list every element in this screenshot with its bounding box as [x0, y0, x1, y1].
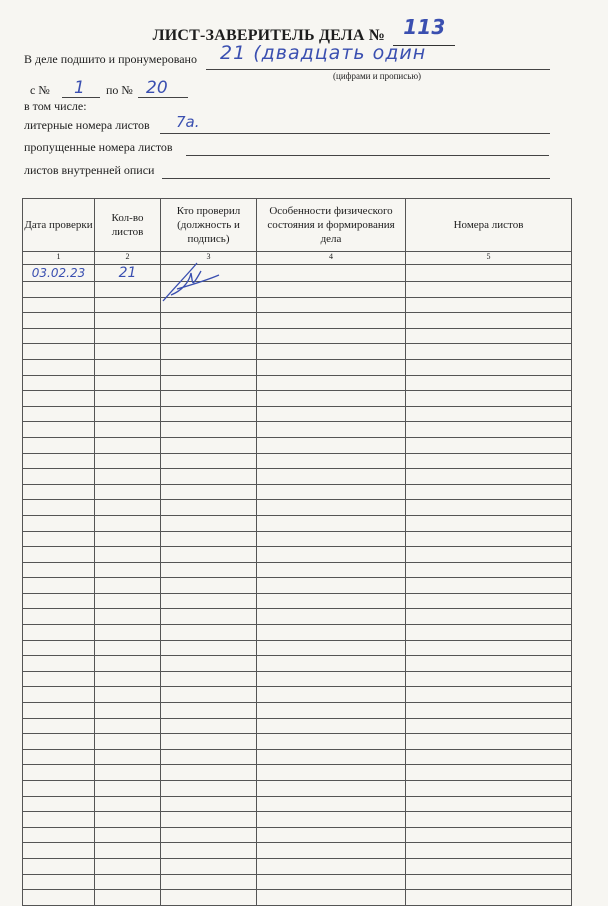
row-checker — [161, 827, 257, 843]
row-date — [23, 547, 95, 563]
row-checker — [161, 328, 257, 344]
row-condition — [257, 858, 406, 874]
row-count — [95, 469, 161, 485]
row-checker — [161, 858, 257, 874]
row-condition — [257, 827, 406, 843]
row-date — [23, 282, 95, 298]
row-checker — [161, 749, 257, 765]
row-count — [95, 562, 161, 578]
row-count — [95, 843, 161, 859]
row-condition — [257, 578, 406, 594]
table-row — [23, 453, 572, 469]
table-row — [23, 827, 572, 843]
row-condition — [257, 484, 406, 500]
row-sheet-numbers — [406, 531, 572, 547]
row-sheet-numbers — [406, 609, 572, 625]
row-count — [95, 297, 161, 313]
header-condition: Особенности физического состояния и формирования дела — [257, 199, 406, 252]
filed-hint: (цифрами и прописью) — [333, 71, 422, 81]
row-checker — [161, 625, 257, 641]
from-label: с № — [30, 83, 50, 97]
row-sheet-numbers — [406, 890, 572, 906]
row-sheet-numbers — [406, 843, 572, 859]
row-sheet-numbers — [406, 858, 572, 874]
row-date — [23, 593, 95, 609]
table-row — [23, 562, 572, 578]
row-count — [95, 765, 161, 781]
row-date — [23, 406, 95, 422]
row-condition — [257, 796, 406, 812]
including-label: в том числе: — [24, 99, 87, 113]
row-condition — [257, 734, 406, 750]
row-sheet-numbers — [406, 718, 572, 734]
row-condition — [257, 718, 406, 734]
row-count — [95, 282, 161, 298]
letter-value: 7а. — [176, 113, 200, 131]
row-condition — [257, 656, 406, 672]
table-row — [23, 344, 572, 360]
row-sheet-numbers — [406, 656, 572, 672]
header-checker: Кто проверил (должность и подпись) — [161, 199, 257, 252]
row-count — [95, 422, 161, 438]
row-checker — [161, 703, 257, 719]
row-sheet-numbers — [406, 562, 572, 578]
table-row — [23, 718, 572, 734]
row-sheet-numbers — [406, 469, 572, 485]
row-date — [23, 469, 95, 485]
row-date — [23, 781, 95, 797]
row-count — [95, 500, 161, 516]
row-sheet-numbers — [406, 313, 572, 329]
row-count — [95, 703, 161, 719]
table-row — [23, 265, 572, 282]
missed-line — [186, 155, 549, 156]
row-checker — [161, 687, 257, 703]
row-date — [23, 827, 95, 843]
row-count — [95, 812, 161, 828]
row-date — [23, 858, 95, 874]
column-number: 4 — [257, 252, 406, 265]
table-row — [23, 812, 572, 828]
row-count — [95, 437, 161, 453]
letter-line — [160, 133, 550, 134]
table-row — [23, 515, 572, 531]
table-row — [23, 375, 572, 391]
row-date — [23, 484, 95, 500]
table-row — [23, 547, 572, 563]
row-count — [95, 609, 161, 625]
row-date — [23, 515, 95, 531]
letter-label: литерные номера листов — [24, 118, 150, 132]
row-count — [95, 359, 161, 375]
missed-label: пропущенные номера листов — [24, 140, 173, 154]
row-date — [23, 734, 95, 750]
row-checker — [161, 359, 257, 375]
row-condition — [257, 874, 406, 890]
row-date — [23, 453, 95, 469]
row-checker — [161, 484, 257, 500]
row-count — [95, 391, 161, 407]
row-condition — [257, 406, 406, 422]
table-row — [23, 282, 572, 298]
row-date — [23, 422, 95, 438]
row-condition — [257, 703, 406, 719]
row-condition — [257, 640, 406, 656]
row-sheet-numbers — [406, 437, 572, 453]
row-date — [23, 562, 95, 578]
row-sheet-numbers — [406, 812, 572, 828]
row-sheet-numbers — [406, 640, 572, 656]
row-condition — [257, 375, 406, 391]
row-sheet-numbers — [406, 593, 572, 609]
table-row — [23, 781, 572, 797]
row-count — [95, 406, 161, 422]
row-checker — [161, 640, 257, 656]
row-checker — [161, 500, 257, 516]
to-value: 20 — [146, 78, 168, 98]
row-count — [95, 640, 161, 656]
row-count — [95, 687, 161, 703]
row-checker — [161, 375, 257, 391]
row-condition — [257, 812, 406, 828]
row-condition — [257, 593, 406, 609]
table-row — [23, 687, 572, 703]
filed-value: 21 (двадцать один — [220, 42, 427, 64]
row-date — [23, 359, 95, 375]
row-count — [95, 484, 161, 500]
row-condition — [257, 515, 406, 531]
row-sheet-numbers — [406, 359, 572, 375]
column-number: 1 — [23, 252, 95, 265]
row-sheet-numbers — [406, 391, 572, 407]
table-row — [23, 437, 572, 453]
row-condition — [257, 625, 406, 641]
to-label: по № — [106, 83, 133, 97]
row-count — [95, 328, 161, 344]
row-count: 21 — [95, 265, 161, 282]
row-sheet-numbers — [406, 484, 572, 500]
table-row — [23, 625, 572, 641]
column-number: 3 — [161, 252, 257, 265]
row-date — [23, 313, 95, 329]
row-count — [95, 858, 161, 874]
filed-label: В деле подшито и пронумеровано — [24, 52, 197, 66]
column-number: 2 — [95, 252, 161, 265]
row-date — [23, 749, 95, 765]
row-condition — [257, 531, 406, 547]
header-sheet-numbers: Номера листов — [406, 199, 572, 252]
row-sheet-numbers — [406, 297, 572, 313]
row-count — [95, 531, 161, 547]
case-number-value: 113 — [403, 15, 446, 39]
row-count — [95, 890, 161, 906]
column-number-row — [23, 252, 572, 265]
table-row — [23, 640, 572, 656]
table-row — [23, 671, 572, 687]
row-checker — [161, 422, 257, 438]
row-date — [23, 375, 95, 391]
row-date — [23, 437, 95, 453]
row-sheet-numbers — [406, 265, 572, 282]
table-row — [23, 890, 572, 906]
row-checker — [161, 453, 257, 469]
row-date — [23, 578, 95, 594]
table-row — [23, 858, 572, 874]
row-condition — [257, 749, 406, 765]
row-condition — [257, 328, 406, 344]
table-row — [23, 749, 572, 765]
row-count — [95, 781, 161, 797]
row-sheet-numbers — [406, 671, 572, 687]
row-sheet-numbers — [406, 781, 572, 797]
table-row — [23, 593, 572, 609]
table-row — [23, 313, 572, 329]
row-count — [95, 827, 161, 843]
header-date: Дата проверки — [23, 199, 95, 252]
table-row — [23, 359, 572, 375]
row-date — [23, 703, 95, 719]
row-checker — [161, 531, 257, 547]
table-row — [23, 656, 572, 672]
row-checker — [161, 781, 257, 797]
table-row — [23, 391, 572, 407]
row-date — [23, 656, 95, 672]
filed-line — [206, 69, 550, 70]
table-row — [23, 734, 572, 750]
table-row — [23, 297, 572, 313]
row-condition — [257, 562, 406, 578]
row-checker — [161, 812, 257, 828]
row-sheet-numbers — [406, 687, 572, 703]
row-date — [23, 843, 95, 859]
row-checker — [161, 344, 257, 360]
row-checker — [161, 562, 257, 578]
row-count — [95, 578, 161, 594]
table-row — [23, 796, 572, 812]
row-sheet-numbers — [406, 547, 572, 563]
table-row — [23, 843, 572, 859]
row-checker — [161, 874, 257, 890]
row-checker — [161, 406, 257, 422]
inventory-label: листов внутренней описи — [24, 163, 155, 177]
row-date — [23, 890, 95, 906]
row-checker — [161, 547, 257, 563]
row-sheet-numbers — [406, 375, 572, 391]
row-checker — [161, 890, 257, 906]
row-sheet-numbers — [406, 500, 572, 516]
row-sheet-numbers — [406, 796, 572, 812]
row-checker — [161, 718, 257, 734]
row-date: 03.02.23 — [23, 265, 95, 282]
row-condition — [257, 437, 406, 453]
table-row — [23, 609, 572, 625]
row-condition — [257, 547, 406, 563]
row-checker — [161, 656, 257, 672]
row-condition — [257, 765, 406, 781]
row-date — [23, 625, 95, 641]
row-sheet-numbers — [406, 328, 572, 344]
header-row — [23, 199, 572, 252]
table-row — [23, 484, 572, 500]
row-date — [23, 812, 95, 828]
row-checker — [161, 437, 257, 453]
row-date — [23, 874, 95, 890]
row-sheet-numbers — [406, 422, 572, 438]
row-condition — [257, 282, 406, 298]
row-sheet-numbers — [406, 874, 572, 890]
row-condition — [257, 344, 406, 360]
row-checker — [161, 765, 257, 781]
row-condition — [257, 297, 406, 313]
inventory-line — [162, 178, 550, 179]
row-sheet-numbers — [406, 625, 572, 641]
row-checker — [161, 796, 257, 812]
row-checker — [161, 515, 257, 531]
row-count — [95, 625, 161, 641]
row-condition — [257, 671, 406, 687]
row-date — [23, 391, 95, 407]
row-count — [95, 453, 161, 469]
row-date — [23, 671, 95, 687]
header-count: Кол-во листов — [95, 199, 161, 252]
signature-icon — [161, 261, 221, 305]
table-row — [23, 874, 572, 890]
row-count — [95, 547, 161, 563]
row-count — [95, 796, 161, 812]
row-checker — [161, 265, 257, 282]
table-row — [23, 531, 572, 547]
row-count — [95, 656, 161, 672]
row-condition — [257, 843, 406, 859]
row-sheet-numbers — [406, 734, 572, 750]
row-sheet-numbers — [406, 453, 572, 469]
row-condition — [257, 265, 406, 282]
row-condition — [257, 781, 406, 797]
row-sheet-numbers — [406, 344, 572, 360]
row-date — [23, 500, 95, 516]
row-date — [23, 796, 95, 812]
row-count — [95, 593, 161, 609]
column-number: 5 — [406, 252, 572, 265]
from-value: 1 — [74, 78, 85, 98]
row-date — [23, 328, 95, 344]
row-date — [23, 718, 95, 734]
row-checker — [161, 843, 257, 859]
row-date — [23, 765, 95, 781]
table-row — [23, 422, 572, 438]
table-row — [23, 765, 572, 781]
row-count — [95, 734, 161, 750]
row-count — [95, 375, 161, 391]
row-date — [23, 344, 95, 360]
table-row — [23, 328, 572, 344]
row-sheet-numbers — [406, 282, 572, 298]
row-checker — [161, 609, 257, 625]
title-text: ЛИСТ-ЗАВЕРИТЕЛЬ ДЕЛА № — [152, 27, 386, 44]
row-condition — [257, 422, 406, 438]
row-condition — [257, 890, 406, 906]
row-date — [23, 640, 95, 656]
row-sheet-numbers — [406, 765, 572, 781]
row-condition — [257, 313, 406, 329]
row-checker — [161, 578, 257, 594]
row-count — [95, 313, 161, 329]
row-condition — [257, 609, 406, 625]
table-row — [23, 469, 572, 485]
row-count — [95, 515, 161, 531]
row-date — [23, 609, 95, 625]
row-condition — [257, 469, 406, 485]
table-row — [23, 703, 572, 719]
row-checker — [161, 734, 257, 750]
row-count — [95, 749, 161, 765]
row-sheet-numbers — [406, 749, 572, 765]
row-sheet-numbers — [406, 703, 572, 719]
row-condition — [257, 359, 406, 375]
row-condition — [257, 391, 406, 407]
row-sheet-numbers — [406, 827, 572, 843]
row-sheet-numbers — [406, 578, 572, 594]
row-checker — [161, 469, 257, 485]
row-sheet-numbers — [406, 406, 572, 422]
table-row — [23, 578, 572, 594]
row-condition — [257, 687, 406, 703]
row-count — [95, 874, 161, 890]
row-count — [95, 718, 161, 734]
row-checker — [161, 391, 257, 407]
row-condition — [257, 453, 406, 469]
row-condition — [257, 500, 406, 516]
row-sheet-numbers — [406, 515, 572, 531]
row-count — [95, 344, 161, 360]
table-row — [23, 500, 572, 516]
row-checker — [161, 671, 257, 687]
verification-table — [22, 198, 572, 906]
row-date — [23, 531, 95, 547]
row-checker — [161, 313, 257, 329]
row-count — [95, 671, 161, 687]
row-checker — [161, 593, 257, 609]
row-date — [23, 687, 95, 703]
table-row — [23, 406, 572, 422]
row-date — [23, 297, 95, 313]
